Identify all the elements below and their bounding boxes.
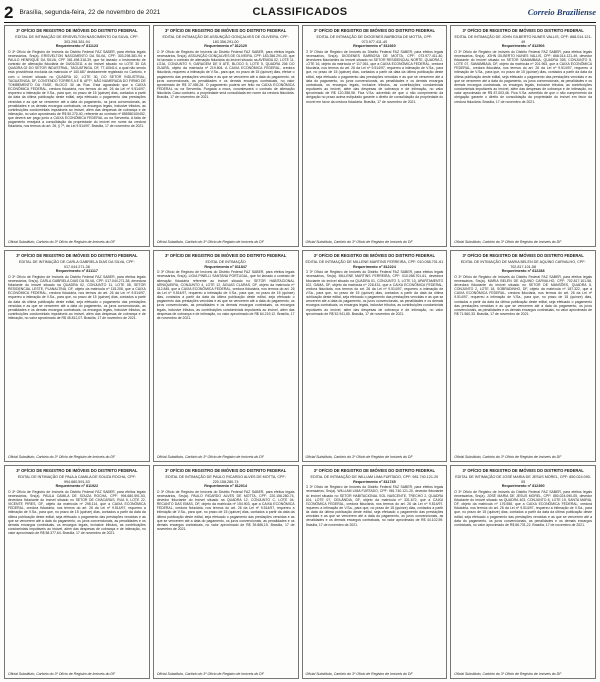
notice-subtitle: EDITAL DE INTIMAÇÃO DE ERISVELTON NASCIMENTO DA SILVA, CPF: 303.298.381-94 [15, 35, 139, 44]
notice-request-number: Requerimento nº 812288 [501, 269, 545, 274]
notice-request-number: Requerimento nº 811745 [353, 479, 396, 484]
notice-signature: Oficial Substituto, Cartório do 3º Ofício de Registro de Imóveis do DF [454, 454, 562, 459]
legal-notice [450, 465, 596, 679]
notice-body: O 3º Ofício de Registro de Imóveis do Distrito Federal FAZ SABER, para efeitos legais necessários, Srs(a). ASSUNÇÃO GONÇALVES DE OLIVEIRA, CPF: 183.356.291-00, que foi lavrado o contrato de alienação fiduciária do imóvel situado na AVENIDA 02, LOTE 11, LOJA, CONJUNTO 9, GARAGEM DE 5 ATÉ, BLOCO 5, LOTE 5, QUADRA 206 DO GUARÁ, objeto da matrícula nº 219.804. A CAIXA ECONÔMICA FEDERAL, credora fiduciária, requereu a intimação de V.Sa., para que, no prazo de 15 (quinze) dias, efetue o pagamento das prestações vencidas e as que se vencerem até a data do pagamento, os juros convencionais, as penalidades e os demais encargos contratuais, no valor aproximado de R$ 37.455,28. O pagamento poderá ser feito na CAIXA ECONÔMICA FEDERAL ou na Serventia. Purgada a mora, convalescerá o contrato de alienação fiduciária. Caso contrário, a propriedade será consolidada em nome da credora fiduciária. Brasília, 17 de novembro de 2021. [156, 49, 295, 100]
notice-signature: Oficial Substituto, Cartório do 3º Ofício de Registro de Imóveis do DF [454, 239, 562, 244]
notice-signature: Oficial Substituto, Cartório do 3º Ofício de Registro de Imóveis do DF [156, 671, 264, 676]
notice-title: 3º OFÍCIO DE REGISTRO DE IMÓVEIS DO DISTRITO FEDERAL [313, 253, 436, 258]
notice-signature: Oficial Substituto, Cartório do 3º Ofício de Registro de Imóveis do DF [305, 239, 413, 244]
notice-request-number: Requerimento nº 811847 [204, 264, 247, 269]
notice-request-number: Requerimento nº 812014 [204, 484, 247, 489]
notice-body: O 3º Ofício de Registro de Imóveis do Distrito Federal FAZ SABER, para efeitos legais necessários, Srs(a). CARLA GABRIELA DIAS DA SILVA, CPF: 017.044.271-38, devedora fiduciante do imóvel situado na QUADRA 02, CONJUNTO 11, LOTE 08, SETOR RESIDENCIAL LESTE, PLANALTINA, DF, objeto da matrícula nº 115.208, que a CAIXA ECONÔMICA FEDERAL, credora fiduciária, nos termos do art. 26 da Lei nº 9.514/97, requereu a intimação de V.Sa., para que, no prazo de 15 (quinze) dias, contados a partir da data da última publicação deste edital, seja efetuado o pagamento das prestações vencidas e as que se vencerem até a data do pagamento, os juros convencionais, as penalidades e os demais encargos contratuais, os encargos legais, inclusive tributos, as contribuições condominiais imputáveis ao imóvel, além das despesas de cobrança e de intimação, no valor aproximado de R$ 45.812,07. Brasília, 17 de novembro de 2021. [8, 274, 146, 321]
notice-request-number: Requerimento nº 811123 [55, 44, 99, 49]
notice-body: O 3º Ofício de Registro de Imóveis do Distrito Federal FAZ SABER, para efeitos legais necessários, Srs(a). JOSÉ MARIA DE JESUS MOREL, CPF: 850.024.090-05, devedor fiduciante do imóvel situado na QUADRA 403, CONJUNTO 8, LOTE 15, SANTA MARIA, DF, objeto da matrícula nº 176.558, que a CAIXA ECONÔMICA FEDERAL, credora fiduciária, nos termos do art. 26 da Lei nº 9.514/97, requereu a intimação de V.Sa., para que, no prazo de 15 (quinze) dias, contados a partir da data da última publicação deste edital, seja efetuado o pagamento das prestações vencidas e as que se vencerem até a data do pagamento, os juros convencionais, as penalidades e os demais encargos contratuais, no valor aproximado de R$ 66.731,22. Brasília, 17 de novembro de 2021. [454, 489, 592, 527]
notice-subtitle: EDITAL DE INTIMAÇÃO [205, 260, 246, 265]
notice-title: 3º OFÍCIO DE REGISTRO DE IMÓVEIS DO DISTRITO FEDERAL [462, 468, 584, 473]
notices-grid [4, 25, 596, 679]
legal-notice [450, 25, 596, 247]
notice-request-number: Requerimento nº 811660 [353, 44, 396, 49]
notice-signature: Oficial Substituto, Cartório do 3º Ofício de Registro de Imóveis do DF [8, 671, 116, 676]
notice-body: O 3º Ofício de Registro de Imóveis do Distrito Federal FAZ SABER, para efeitos legais necessários, Srs(a). DIOGENES BARBOSA DE MOTTA, CPF: 073.977.411-40, devedores fiduciantes do imóvel situado no SETOR RESIDENCIAL NORTE, QUADRA 2, LOTE 16, objeto da matrícula nº 117.061, que a CAIXA ECONÔMICA FEDERAL, credora fiduciária, nos termos do art. 26 da Lei nº 9.514/97, requereu a intimação de V.Sa., para que, no prazo de 15 (quinze) dias, contados a partir da data da última publicação deste edital, seja efetuado o pagamento das prestações vencidas e as que se vencerem até a data do pagamento, os juros convencionais, as penalidades e os demais encargos contratuais, os encargos legais, inclusive tributos, as contribuições condominiais imputáveis ao imóvel, além das despesas de cobrança e de intimação, no valor aproximado de R$ 120.358,98. Fica V.Sa. advertido de que o não cumprimento da obrigação no prazo acima estipulado garante o direito de consolidação da propriedade do imóvel em favor da credora fiduciária. Brasília, 17 de novembro de 2021. [305, 49, 444, 104]
notice-request-number: Requerimento nº 812224 [353, 264, 396, 269]
notice-title: 3º OFÍCIO DE REGISTRO DE IMÓVEIS DO DISTRITO FEDERAL [462, 28, 584, 33]
notice-signature: Oficial Substituto, Cartório do 3º Ofício de Registro de Imóveis do DF [156, 239, 264, 244]
notice-request-number: Requerimento nº 811117 [55, 269, 98, 274]
notice-title: 3º OFÍCIO DE REGISTRO DE IMÓVEIS DO DISTRITO FEDERAL [164, 28, 287, 33]
notice-body: O 3º Ofício de Registro de Imóveis do Distrito Federal FAZ SABER, para efeitos legais necessários, Srs(a). JOHN GILBERTO NUNES VALLIS, CPF: 868.014.121-49, devedor fiduciante do imóvel situado no SETOR SAMAMBAIA, QUADRA 305, CONJUNTO 5, LOTE 07, SAMAMBAIA, DF, objeto da matrícula nº 201.963, que a CAIXA ECONÔMICA FEDERAL, credora fiduciária, nos termos do art. 26 da Lei nº 9.514/97, requereu a intimação de V.Sa., para que, no prazo de 15 (quinze) dias, contados a partir da data da última publicação deste edital, seja efetuado o pagamento das prestações vencidas e as que se vencerem até a data do pagamento, os juros convencionais, as penalidades e os demais encargos contratuais, os encargos legais, inclusive tributos, as contribuições condominiais imputáveis ao imóvel, além das despesas de cobrança e de intimação, no valor aproximado de R$ 87.003,46. Fica V.Sa. advertido de que o não cumprimento da obrigação garante o direito de consolidação da propriedade do imóvel em favor da credora fiduciária. Brasília, 17 de novembro de 2021. [454, 49, 592, 104]
notice-body: O 3º Ofício de Registro de Imóveis do Distrito Federal FAZ SABER, para efeitos legais necessários, Srs(a). MILLENE MARTINS FERREIRA, CPF: 010.058.701-61, devedora fiduciante do imóvel situado na QUADRA 01, CONJUNTO 3, LOTE 10, APARTAMENTO 102, GAMA, DF, objeto da matrícula nº 228.431, que a CAIXA ECONÔMICA FEDERAL, credora fiduciária, nos termos do art. 26 da Lei nº 9.514/97, requereu a intimação de V.Sa., para que, no prazo de 15 (quinze) dias, contados a partir da data da última publicação deste edital, seja efetuado o pagamento das prestações vencidas e as que se vencerem até a data do pagamento, os juros convencionais, as penalidades e os demais encargos contratuais, os encargos legais, inclusive tributos, as contribuições condominiais imputáveis ao imóvel, além das despesas de cobrança e de intimação, no valor aproximado de R$ 52.941,80. Brasília, 17 de novembro de 2021. [305, 270, 444, 316]
legal-notice [302, 465, 448, 679]
page-number: 2 [4, 2, 14, 22]
notice-subtitle: EDITAL DE INTIMAÇÃO DE WILLIAM LIMA FURTADO, CPF: 981.740.121-20 [310, 475, 439, 480]
notice-subtitle: EDITAL DE INTIMAÇÃO DE CARLA GABRIELA DIAS DA SILVA, CPF: 017.044.271-38 [19, 260, 135, 269]
notice-title: 3º OFÍCIO DE REGISTRO DE IMÓVEIS DO DISTRITO FEDERAL [462, 253, 584, 258]
notice-signature: Oficial Substituto, Cartório do 3º Ofício de Registro de Imóveis do DF [454, 671, 562, 676]
notice-title: 3º OFÍCIO DE REGISTRO DE IMÓVEIS DO DISTRITO FEDERAL [16, 468, 138, 473]
notice-body: O 3º Ofício de Registro de Imóveis do Distrito Federal FAZ SABER, para efeitos legais necessários, Srs(a). WILLIAM LIMA FURTADO, CPF: 981.740.121-20, devedor fiduciante do imóvel situado no SETOR HABITACIONAL SOL NASCENTE, TRECHO 2, QUADRA 104, LOTE 07, CEILÂNDIA, DF, objeto da matrícula nº 331.672, que a CAIXA ECONÔMICA FEDERAL, credora fiduciária, nos termos do art. 26 da Lei nº 9.514/97, requereu a intimação de V.Sa., para que, no prazo de 15 (quinze) dias, contados a partir da data da última publicação deste edital, seja efetuado o pagamento das prestações vencidas e as que se vencerem até a data do pagamento, os juros convencionais, as penalidades e os demais encargos contratuais, no valor aproximado de R$ 44.102,59. Brasília, 17 de novembro de 2021. [305, 485, 444, 527]
notice-title: 3º OFÍCIO DE REGISTRO DE IMÓVEIS DO DISTRITO FEDERAL [164, 253, 287, 258]
notice-subtitle: EDITAL DE INTIMAÇÃO DE ASSUNÇÃO GONÇALVES DE OLIVEIRA, CPF: 183.356.291-00 [162, 35, 289, 44]
notice-subtitle: EDITAL DE INTIMAÇÃO DE DIOGENES BARBOSA DE MOTTA, CPF: 073.977.411-40 [316, 35, 433, 44]
legal-notice [153, 25, 299, 247]
legal-notice [4, 25, 150, 247]
notice-subtitle: EDITAL DE INTIMAÇÃO DE PAULO RICARDO ALVES DE MOTTA, CPF: 220.158.280-74 [165, 475, 286, 484]
notice-request-number: Requerimento nº 812390 [501, 484, 545, 489]
notice-body: O 3º Ofício de Registro de Imóveis do Distrito Federal FAZ SABER, para efeitos legais necessários, Srs(a). ERISVELTON NASCIMENTO DA SILVA, CPF: 303.298.381-94 e PAULO HENRIQUE DA SILVA, CPF 381.498.318-39, que foi lavrado o Instrumento de contrato de alienação fiduciária de 04/01/2011 a do imóvel situado no LOTE 30 DA QUADRA 02 DO SETOR INDUSTRIAL, TAGUATINGA, DF, 77.105414, a qual não sendo esta providência excluída da matrícula nº 100.687 devidamente registrado no Cartório, e com o imóvel situado no QUADRA 02, LOTE 30, DO SETOR INDUSTRIAL, TAGUATINGA, DF, CONTENDO TORRES A E B, APTº, NÃO NUMERADA DO FIRMO DE TOMBEMENTO DA FASE, BLOCO 30 da Rua. Está aguardado que a CAIXA ECONÔMICA FEDERAL, credora fiduciária, nos termos do art. 26 da Lei nº 9.514/97, requereu a intimação de V.Sa., para que, no prazo de 15 (quinze) dias, contados a partir da data da última publicação deste edital, seja efetuado o pagamento das prestações vencidas e as que se vencerem até a data do pagamento, os juros convencionais, as penalidades e os demais encargos contratuais, os encargos legais, inclusive tributos, as contribuições condominiais imputáveis ao imóvel, além das despesas de cobrança e de intimação, no valor aproximado de R$ 50.270,40, referente ao contrato nº 855550100452, que deverá ser pago junto a CAIXA ECONÔMICA FEDERAL ou na Serventia. A falta de pagamento ensejará a consolidação da propriedade do imóvel em nome da credora fiduciária, nos termos do art. 26, § 7º, da Lei 9.514/97. Brasília, 17 de novembro de 2021. [8, 49, 146, 129]
notice-request-number: Requerimento nº 812120 [204, 44, 247, 49]
notice-signature: Oficial Substituto, Cartório do 3º Ofício de Registro de Imóveis do DF [8, 239, 116, 244]
notice-signature: Oficial Substituto, Cartório do 3º Ofício de Registro de Imóveis do DF [8, 454, 116, 459]
notice-request-number: Requerimento nº 811922 [55, 484, 99, 489]
section-title: CLASSIFICADOS [252, 6, 348, 18]
notice-title: 3º OFÍCIO DE REGISTRO DE IMÓVEIS DO DISTRITO FEDERAL [164, 468, 287, 473]
legal-notice [302, 25, 448, 247]
legal-notice [153, 465, 299, 679]
notice-body: O 3º Ofício de Registro de Imóveis do Distrito Federal FAZ SABER, para efeitos legais necessários, Srs(a). PAULA CAMILA DE SOUZA ROCHA, CPF: 994.680.591-53, devedora fiduciante do imóvel situado no SETOR DE CHÁCARAS, RUA 5, LOTE 22, VICENTE PIRES, DF, objeto da matrícula nº 298.114, que a CAIXA ECONÔMICA FEDERAL, credora fiduciária, nos termos do art. 26 da Lei nº 9.514/97, requereu a intimação de V.Sa., para que, no prazo de 15 (quinze) dias, contados a partir da data da última publicação deste edital, seja efetuado o pagamento das prestações vencidas e as que se vencerem até a data do pagamento, os juros convencionais, as penalidades e os demais encargos contratuais, os encargos legais, inclusive tributos, as contribuições condominiais imputáveis ao imóvel, além das despesas de cobrança e de intimação, no valor aproximado de R$ 58.377,64. Brasília, 17 de novembro de 2021. [8, 489, 146, 536]
notice-subtitle: EDITAL DE INTIMAÇÃO DE MARIA BELEN DE AQUINO CARVALHO, CPF: 702.817.101-58 [460, 260, 586, 269]
legal-notice [450, 250, 596, 462]
notice-subtitle: EDITAL DE INTIMAÇÃO DE PAULA CAMILA DE SOUZA ROCHA, CPF: 994.680.591-53 [17, 475, 136, 484]
notice-title: 3º OFÍCIO DE REGISTRO DE IMÓVEIS DO DISTRITO FEDERAL [313, 468, 436, 473]
notice-title: 3º OFÍCIO DE REGISTRO DE IMÓVEIS DO DISTRITO FEDERAL [16, 28, 138, 33]
notice-body: O 3º Ofício de Registro de Imóveis do Distrito Federal FAZ SABER, para efeitos legais necessários, Srs(a). MARIA BELEN DE AQUINO CARVALHO, CPF: 702.817.101-58, devedora fiduciante do imóvel situado no SETOR DE MANSÕES, QUADRA 5, CONJUNTO 2, LOTE 18, SOBRADINHO, DF, objeto da matrícula nº 187.322, que a CAIXA ECONÔMICA FEDERAL, credora fiduciária, nos termos do art. 26 da Lei nº 9.514/97, requereu a intimação de V.Sa., para que, no prazo de 15 (quinze) dias, contados a partir da data da última publicação deste edital, seja efetuado o pagamento das prestações vencidas e as que se vencerem até a data do pagamento, os juros convencionais, as penalidades e os demais encargos contratuais, no valor aproximado de R$ 71.560,33. Brasília, 17 de novembro de 2021. [454, 274, 592, 317]
notice-signature: Oficial Substituto, Cartório do 3º Ofício de Registro de Imóveis do DF [305, 454, 413, 459]
notice-body: O 3º Ofício de Registro de Imóveis do Distrito Federal FAZ SABER, para efeitos legais necessários, Srs(a). PAULO RICARDO ALVES DE MOTTA, CPF: 220.158.280-74, devedor fiduciante do imóvel situado na QUADRA 12, CONJUNTO C, LOTE 04, RECANTO DAS EMAS, DF, objeto da matrícula nº 154.903, que a CAIXA ECONÔMICA FEDERAL, credora fiduciária, nos termos do art. 26 da Lei nº 9.514/97, requereu a intimação de V.Sa., para que, no prazo de 15 (quinze) dias, contados a partir da data da última publicação deste edital, seja efetuado o pagamento das prestações vencidas e as que se vencerem até a data do pagamento, os juros convencionais, as penalidades e os demais encargos contratuais, no valor aproximado de R$ 39.886,15. Brasília, 17 de novembro de 2021. [156, 489, 295, 532]
legal-notice [153, 250, 299, 462]
notice-request-number: Requerimento nº 812506 [501, 44, 545, 49]
notice-title: 3º OFÍCIO DE REGISTRO DE IMÓVEIS DO DISTRITO FEDERAL [313, 28, 436, 33]
notice-signature: Oficial Substituto, Cartório do 3º Ofício de Registro de Imóveis do DF [156, 454, 264, 459]
notice-body: O 3º Ofício de Registro de Imóveis do Distrito Federal FAZ SABER, para efeitos legais necessários, Srs(a). LIGIA PINELLI SANTANA PORTUGAL, que foi lavrado o contrato de alienação fiduciária referente ao imóvel situado no SETOR HABITACIONAL ARNIQUEIRA, CONJUNTO 4, LOTE 12, ÁGUAS CLARAS, DF, objeto da matrícula nº 312.845, que a CAIXA ECONÔMICA FEDERAL, credora fiduciária, nos termos do art. 26 da Lei nº 9.514/97, requereu a intimação de V.Sa., para que, no prazo de 15 (quinze) dias, contados a partir da data da última publicação deste edital, seja efetuado o pagamento das prestações vencidas e as que se vencerem até a data do pagamento, os juros convencionais, as penalidades e os demais encargos contratuais, os encargos legais, inclusive tributos, as contribuições condominiais imputáveis ao imóvel, além das despesas de cobrança e de intimação, no valor aproximado de R$ 64.219,12. Brasília, 17 de novembro de 2021. [156, 270, 295, 320]
notice-subtitle: EDITAL DE INTIMAÇÃO DE JOSÉ MARIA DE JESUS MOREL, CPF: 850.024.090-05 [455, 475, 592, 484]
legal-notice [4, 250, 150, 462]
legal-notice [4, 465, 150, 679]
legal-notice [302, 250, 448, 462]
notice-subtitle: EDITAL DE INTIMAÇÃO DE MILLENE MARTINS FERREIRA, CPF: 010.058.701-61 [305, 260, 444, 265]
notice-signature: Oficial Substituto, Cartório do 3º Ofício de Registro de Imóveis do DF [305, 671, 413, 676]
page-header [4, 2, 596, 23]
masthead-logo: Correio Braziliense [527, 7, 596, 17]
notice-subtitle: EDITAL DE INTIMAÇÃO DE JOHN GILBERTO NUNES VALLIS, CPF: 868.014.121-49 [454, 35, 592, 44]
issue-date: Brasília, segunda-feira, 22 de novembro de 2021 [19, 8, 161, 16]
header-left [4, 4, 160, 21]
notice-title: 3º OFÍCIO DE REGISTRO DE IMÓVEIS DO DISTRITO FEDERAL [16, 253, 138, 258]
